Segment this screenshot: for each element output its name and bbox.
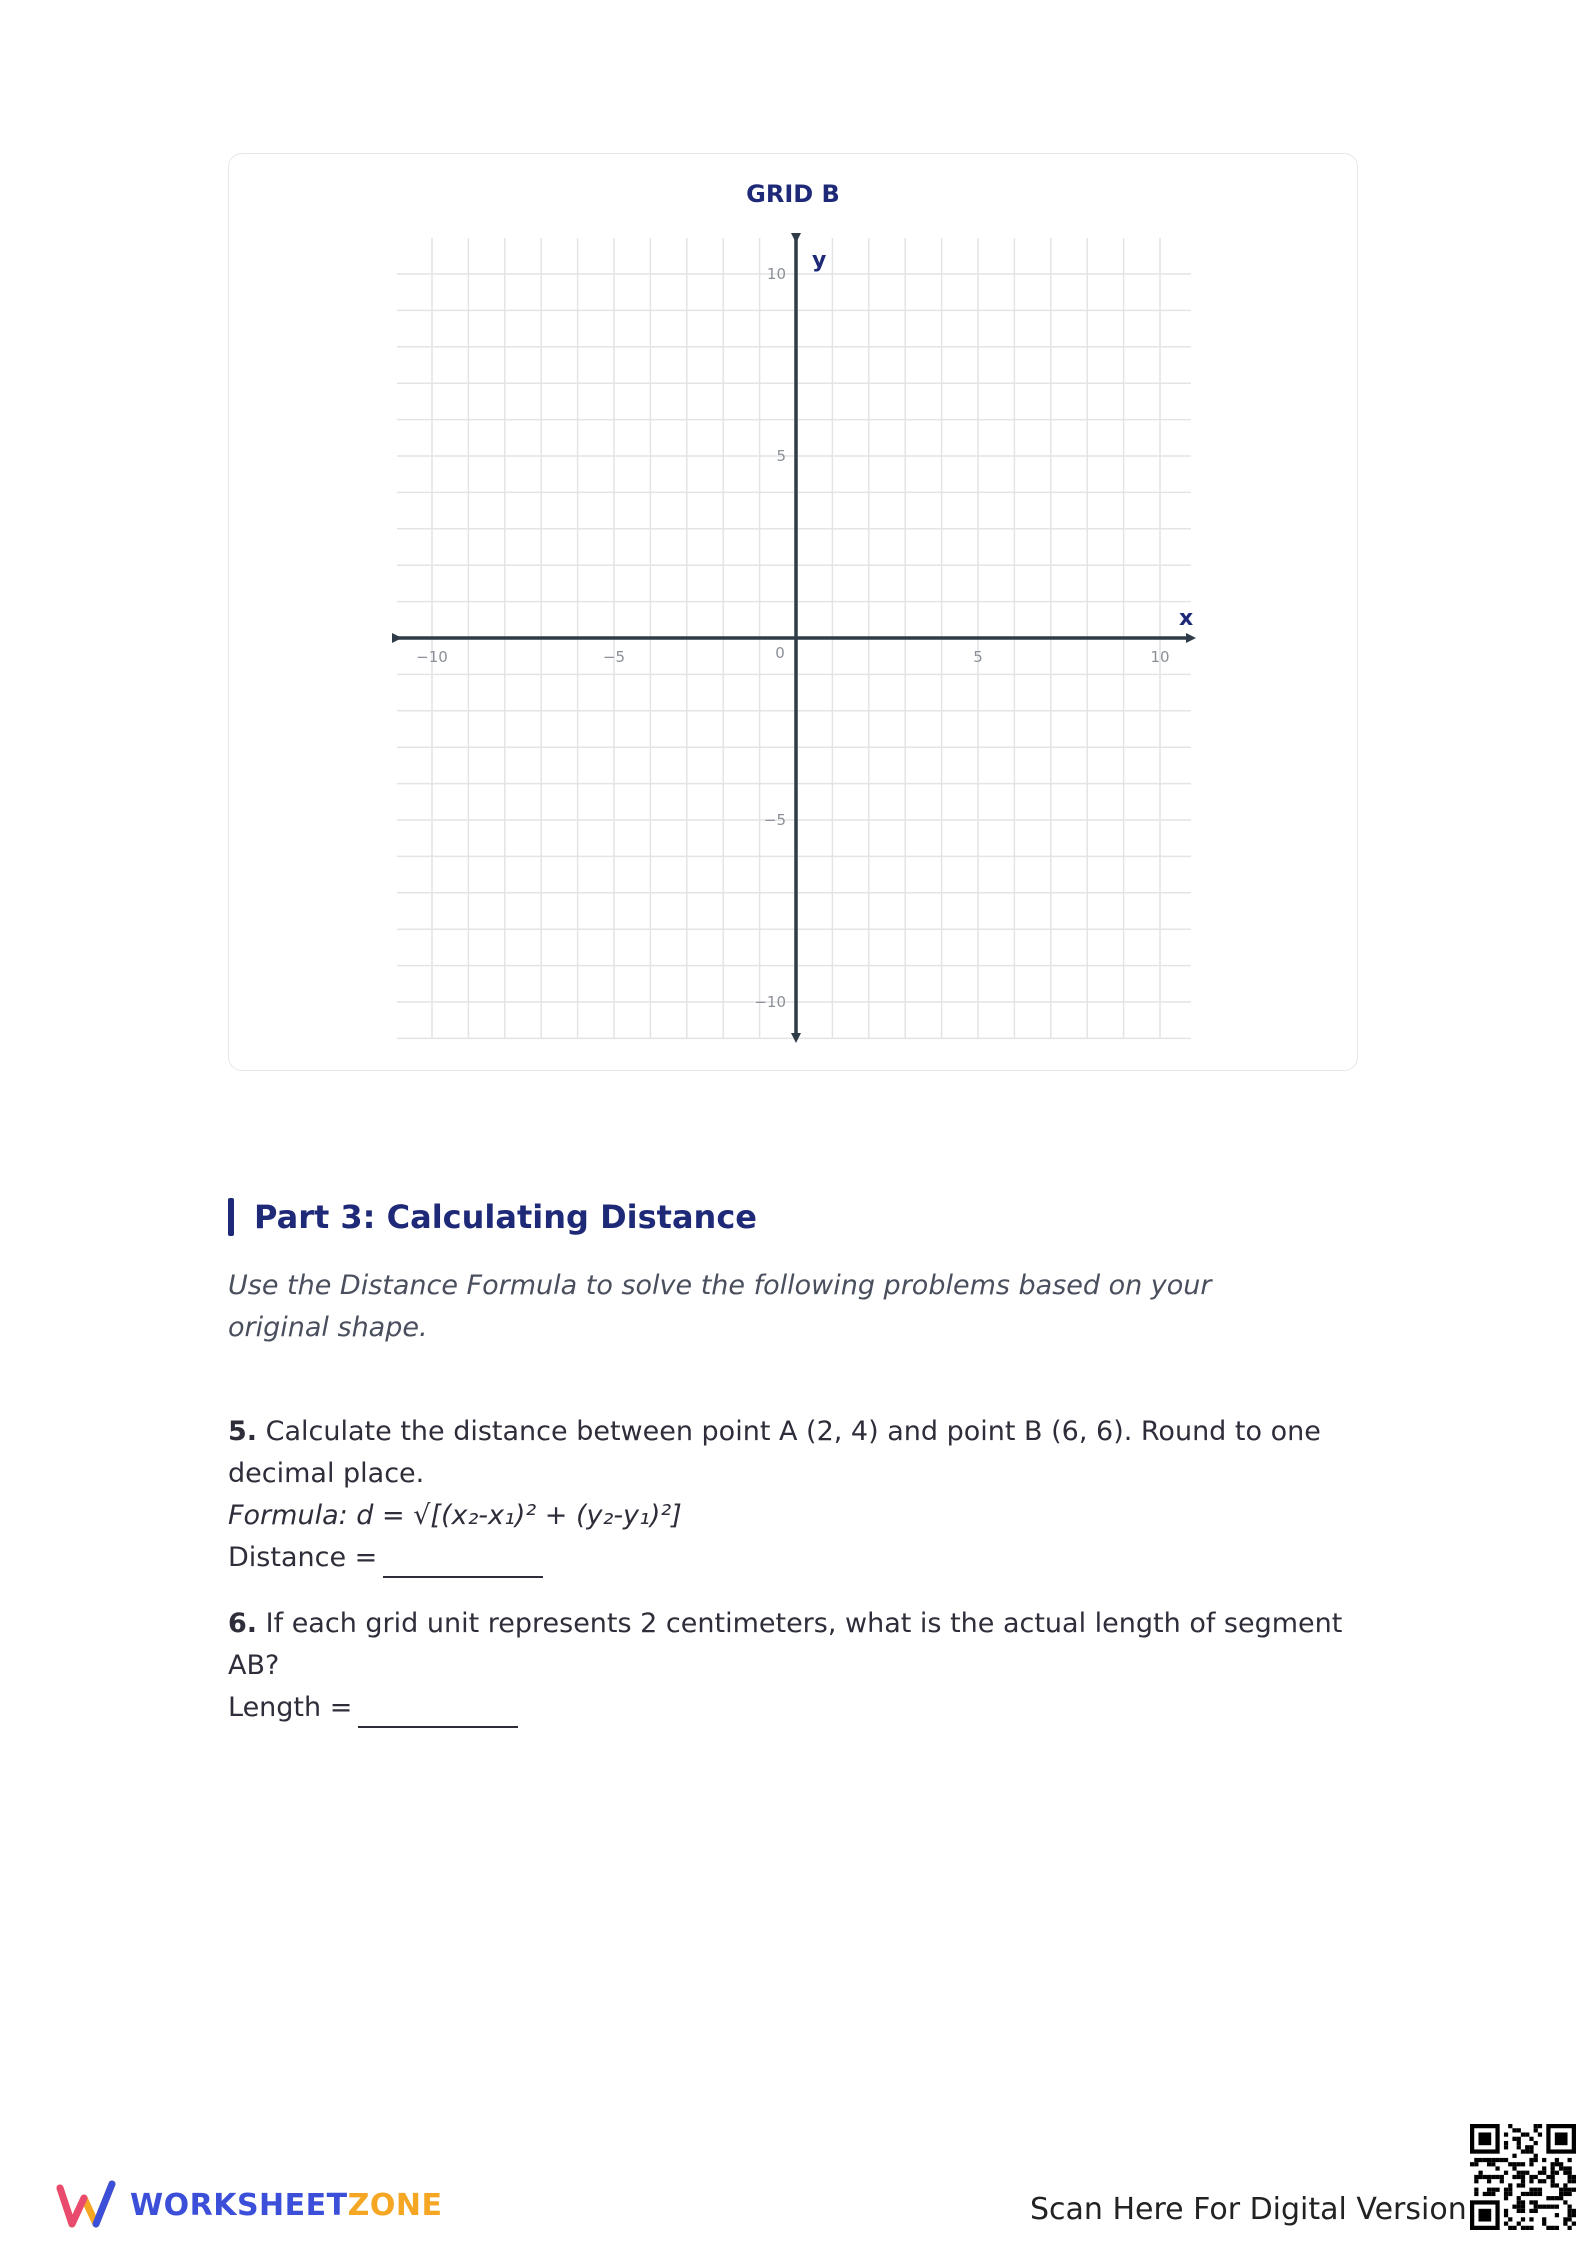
answer-label: Length = xyxy=(228,1692,353,1723)
worksheetzone-logo[interactable] xyxy=(56,2180,442,2230)
x-tick-label: −5 xyxy=(602,648,626,666)
question-number: 6. xyxy=(228,1608,258,1639)
y-tick-label: −5 xyxy=(763,811,786,829)
question-text: Calculate the distance between point A (2, 4) and point B (6, 6). Round to one decimal place. xyxy=(228,1416,1321,1489)
coordinate-grid xyxy=(229,154,1359,1072)
question-6 xyxy=(228,1603,1378,1729)
grid-card xyxy=(228,153,1358,1071)
y-tick-label: −10 xyxy=(754,993,786,1011)
x-axis-label: x xyxy=(1179,606,1194,631)
answer-blank[interactable] xyxy=(383,1546,543,1578)
x-tick-label: 0 xyxy=(775,644,785,662)
section-instructions: Use the Distance Formula to solve the following problems based on your original shape. xyxy=(228,1270,1212,1343)
question-5 xyxy=(228,1411,1378,1579)
logo-text: WORKSHEETZONE xyxy=(130,2187,443,2223)
qr-code-icon[interactable] xyxy=(1470,2124,1576,2230)
section-header xyxy=(228,1196,757,1238)
logo-w-icon xyxy=(56,2180,116,2230)
section-title: Part 3: Calculating Distance xyxy=(254,1198,757,1236)
question-number: 5. xyxy=(228,1416,258,1447)
section-accent-bar xyxy=(228,1198,234,1236)
x-tick-label: 5 xyxy=(973,648,983,666)
scan-prompt: Scan Here For Digital Version xyxy=(1030,2192,1467,2227)
y-axis-label: y xyxy=(812,248,827,273)
y-tick-label: 5 xyxy=(776,447,786,465)
x-tick-label: −10 xyxy=(416,648,448,666)
question-text: If each grid unit represents 2 centimeters, what is the actual length of segment AB? xyxy=(228,1608,1343,1681)
y-tick-label: 10 xyxy=(766,265,786,283)
answer-blank[interactable] xyxy=(358,1696,518,1728)
grid-title: GRID B xyxy=(746,180,840,208)
answer-label: Distance = xyxy=(228,1542,378,1573)
formula: Formula: d = √[(x₂-x₁)² + (y₂-y₁)²] xyxy=(228,1500,682,1531)
x-tick-label: 10 xyxy=(1150,648,1170,666)
